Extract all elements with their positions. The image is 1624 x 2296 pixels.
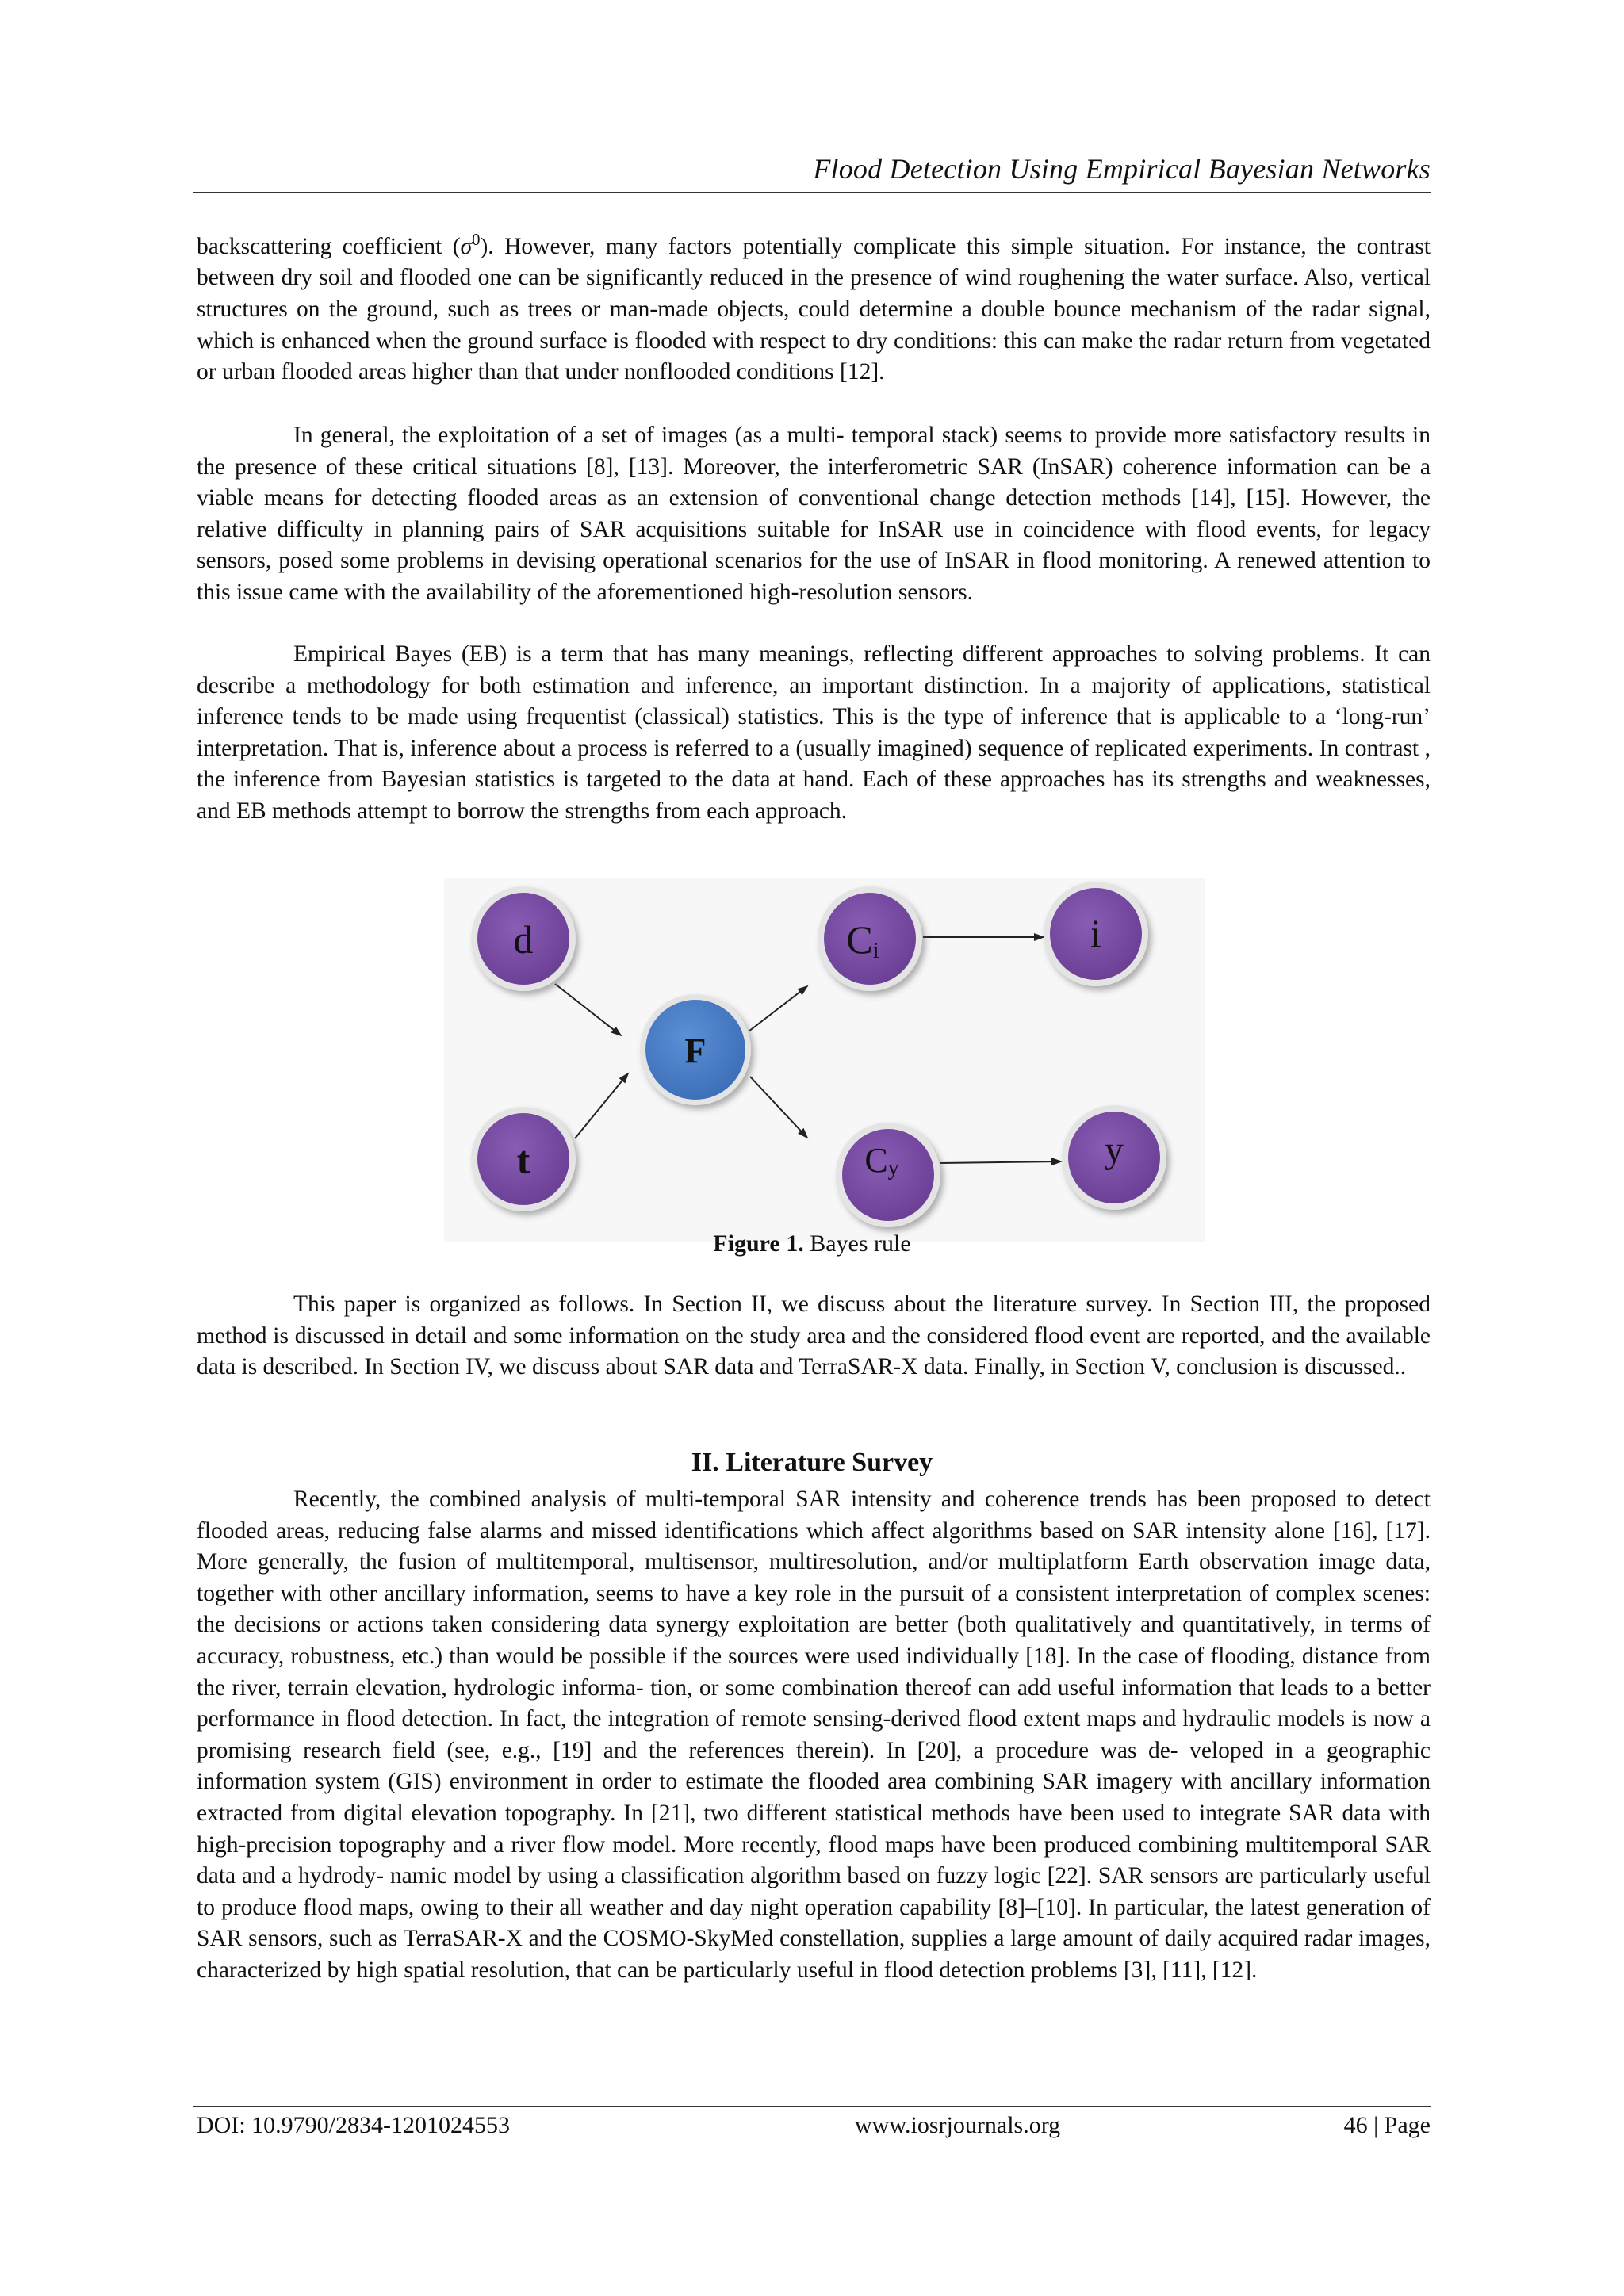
figure-caption: [0, 1230, 1624, 1257]
node-label-cy: Cy: [864, 1141, 899, 1181]
node-label-t: t: [516, 1138, 530, 1182]
node-d: [471, 886, 576, 991]
node-t: [471, 1107, 576, 1211]
header-rule: [193, 192, 1431, 193]
footer-page-number: 46 | Page: [1343, 2112, 1431, 2138]
node-i: [1044, 882, 1148, 986]
paragraph-literature-survey: Recently, the combined analysis of multi-temporal SAR intensity and coherence trends has been proposed to detect flooded areas, reducing false alarms and missed identifications which affect algorithms based on SAR intensity alone [16], [17]. More generally, the fusion of multitemporal, multisensor, multiresolution, and/or multiplatform Earth observation image data, together with other ancillary information, seems to have a key role in the pursuit of a consistent interpretation of complex scenes: the decisions or actions taken considering data synergy exploitation are better (both qualitatively and quantitatively, in terms of accuracy, robustness, etc.) than would be possible if the sources were used individually [18]. In the case of flooding, distance from the river, terrain elevation, hydrologic informa- tion, or some combination thereof can add useful information that leads to a better performance in flood detection. In fact, the integration of remote sensing-derived flood extent maps and hydraulic models is now a promising research field (see, e.g., [19] and the references therein). In [20], a procedure was de- veloped in a geographic information system (GIS) environment in order to estimate the flooded area combining SAR imagery with ancillary information extracted from digital elevation topography. In [21], two different statistical methods have been used to integrate SAR data with high-precision topography and a river flow model. More recently, flood maps have been produced combining multitemporal SAR data and a hydrody- namic model by using a classification algorithm based on fuzzy logic [22]. SAR sensors are particularly useful to produce flood maps, owing to their all weather and day night operation capability [8]–[10]. In particular, the latest generation of SAR sensors, such as TerraSAR-X and the COSMO-SkyMed constellation, supplies a large amount of daily acquired radar images, characterized by high spatial resolution, that can be particularly useful in flood detection problems [3], [11], [12].: [197, 1487, 1431, 1983]
superscript: 0: [472, 232, 481, 249]
running-header-title: Flood Detection Using Empirical Bayesian Networks: [813, 153, 1431, 185]
sigma-symbol: σ: [460, 233, 473, 259]
paragraph-backscattering: [197, 225, 1431, 388]
paragraph-empirical-bayes: Empirical Bayes (EB) is a term that has many meanings, reflecting different approaches to solving problems. It can describe a methodology for both estimation and inference, an important distinction. In a majority of applications, statistical inference tends to be made using frequentist (classical) statistics. This is the type of inference that is applicable to a ‘long-run’ interpretation. That is, inference about a process is referred to a (usually imagined) sequence of replicated experiments. In contrast , the inference from Bayesian statistics is targeted to the data at hand. Each of these approaches has its strengths and weaknesses, and EB methods attempt to borrow the strengths from each approach.: [197, 641, 1431, 824]
paragraph-text: backscattering coefficient (: [197, 233, 461, 259]
node-ci: [818, 886, 922, 991]
bayes-network-figure: [444, 878, 1205, 1242]
figure-caption-label: Figure 1.: [713, 1230, 804, 1257]
section-heading: II. Literature Survey: [691, 1448, 933, 1477]
node-label-d: d: [513, 917, 534, 962]
node-y: [1062, 1105, 1166, 1210]
node-f: [640, 994, 751, 1105]
node-label-y: y: [1105, 1129, 1124, 1171]
paragraph-organization: This paper is organized as follows. In Section II, we discuss about the literature survey. In Section III, the proposed method is discussed in detail and some information on the study area and the considered flood event are reported, and the available data is described. In Section IV, we discuss about SAR data and TerraSAR-X data. Finally, in Section V, conclusion is discussed..: [197, 1292, 1431, 1380]
paragraph-exploitation: In general, the exploitation of a set of images (as a multi- temporal stack) seems to provide more satisfactory results in the presence of these critical situations [8], [13]. Moreover, the interferometric SAR (InSAR) coherence information can be a viable means for detecting flooded areas as an extension of conventional change detection methods [14], [15]. However, the relative difficulty in planning pairs of SAR acquisitions suitable for InSAR use in coincidence with flood events, for legacy sensors, posed some problems in devising operational scenarios for the use of InSAR in flood monitoring. A renewed attention to this issue came with the availability of the aforementioned high-resolution sensors.: [197, 423, 1431, 605]
footer-doi: DOI: 10.9790/2834-1201024553: [197, 2112, 510, 2138]
footer-website: www.iosrjournals.org: [855, 2112, 1061, 2138]
node-label-f: F: [684, 1031, 707, 1070]
node-label-ci: Ci: [846, 917, 879, 963]
footer-rule: [193, 2106, 1431, 2107]
paragraph-text: ). However, many factors potentially complicate this simple situation. For instance, the contrast between dry soil and flooded one can be significantly reduced in the presence of wind roughening the water surface. Also, vertical structures on the ground, such as trees or man-made objects, could determine a double bounce mechanism of the radar signal, which is enhanced when the ground surface is flooded with respect to dry conditions: this can make the radar return from vegetated or urban flooded areas higher than that under nonflooded conditions [12].: [197, 233, 1431, 385]
node-label-i: i: [1090, 911, 1101, 955]
figure-caption-text: Bayes rule: [803, 1230, 911, 1257]
node-cy: [836, 1123, 940, 1227]
